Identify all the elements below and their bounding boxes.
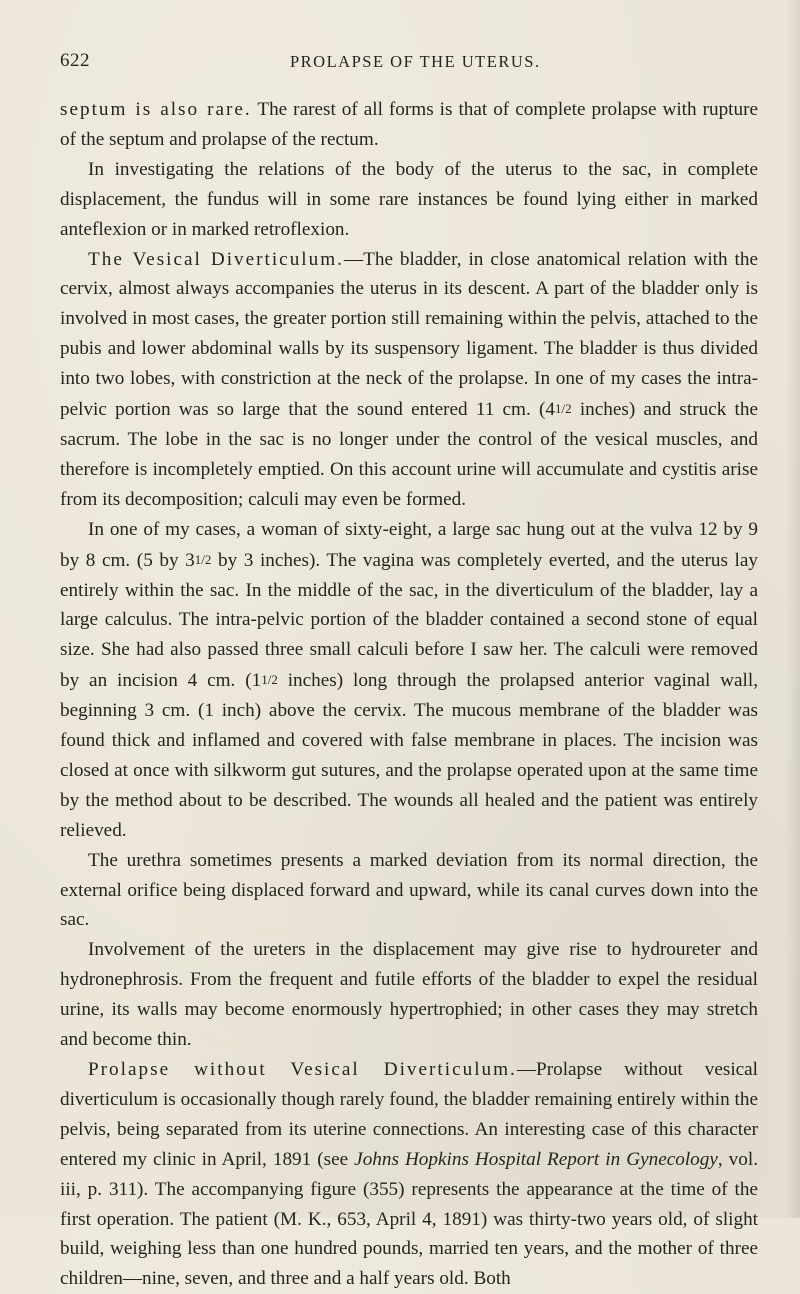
page-number: 622 bbox=[60, 50, 90, 71]
section-heading: septum is also rare. bbox=[60, 99, 252, 120]
text-run: inches) long through the prolapsed anterior vaginal wall, beginning 3 cm. (1 inch) above the cervix. The mucous membrane of the bladder was found thick and inflamed and covered with false membrane in places. The incision was closed at once with silkworm gut sutures, and the prolapse operated upon at the same time by the method about to be described. The wounds all healed and the patient was entirely relieved. bbox=[60, 670, 758, 841]
paragraph bbox=[60, 515, 758, 846]
text-run: by 3 inches). The vagina was completely everted, and the uterus lay entirely within the sac. In the middle of the sac, in the diverticulum of the bladder, lay a large calculus. The intra-pelvic portion of the bladder contained a second stone of equal size. She had also passed three small calculi before I saw her. The calculi were removed by an incision 4 cm. (1 bbox=[60, 549, 758, 692]
text-run: The urethra sometimes presents a marked deviation from its normal direction, the external orifice being displaced forward and upward, while its canal curves down into the sac. bbox=[60, 849, 758, 931]
text-run: inches) and struck the sacrum. The lobe in the sac is no longer under the control of the vesical muscles, and therefore is incompletely emptied. On this account urine will accumulate and cystitis arise from its decomposition; calculi may even be formed. bbox=[60, 399, 758, 510]
section-heading: Prolapse without Vesical Diverticulum. bbox=[88, 1059, 517, 1080]
paragraph bbox=[60, 935, 758, 1055]
text-run: —The bladder, in close anatomical relation with the cervix, almost always accompanies the uterus in its descent. A part of the bladder only is involved in most cases, the greater portion still remaining within the pelvis, attached to the pubis and lower abdominal walls by its suspensory ligament. The bladder is thus divided into two lobes, with constriction at the neck of the prolapse. In one of my cases the intra-pelvic portion was so large that the sound entered 11 cm. (4 bbox=[60, 248, 758, 421]
text-run: Involvement of the ureters in the displacement may give rise to hydroureter and hydronephrosis. From the frequent and futile efforts of the bladder to expel the residual urine, its walls may become enormously hypertrophied; in other cases they may stretch and become thin. bbox=[60, 939, 758, 1051]
fraction: 1/2 bbox=[554, 401, 572, 417]
text-run: The rarest of all forms is that of complete prolapse with rupture of the septum and prolapse of the rectum. bbox=[60, 99, 758, 150]
italic-text: Johns Hopkins Hospital Report in Gynecology bbox=[354, 1148, 718, 1170]
text-run: —Prolapse without vesical diverticulum is occasionally though rarely found, the bladder remaining entirely within the pelvis, being separated from its uterine connections. An interesting case of this character entered my clinic in April, 1891 (see bbox=[60, 1059, 759, 1170]
section-heading: The Vesical Diverticulum. bbox=[88, 248, 344, 270]
paragraph bbox=[60, 245, 758, 515]
text-run: In investigating the relations of the body of the uterus to the sac, in complete displacement, the fundus will in some rare instances be found lying either in marked anteflexion or in marked retroflexion. bbox=[60, 158, 758, 240]
text-run: In one of my cases, a woman of sixty-eight, a large sac hung out at the vulva 12 by 9 by 8 cm. (5 by 3 bbox=[60, 518, 758, 571]
paragraph bbox=[60, 1055, 758, 1294]
body-text bbox=[60, 95, 758, 1294]
page-edge-shadow bbox=[786, 0, 800, 1218]
page-header bbox=[60, 50, 758, 80]
paragraph bbox=[60, 95, 758, 155]
fraction: 1/2 bbox=[194, 551, 212, 567]
running-head: PROLAPSE OF THE UTERUS. bbox=[290, 52, 541, 71]
paragraph bbox=[60, 846, 758, 936]
fraction: 1/2 bbox=[261, 672, 278, 688]
text-run: , vol. iii, p. 311). The accompanying figure (355) represents the appearance at the time of the first operation. The patient (M. K., 653, April 4, 1891) was thirty-two years old, of slight build, weighing less than one hundred pounds, married ten years, and the mother of three children—nine, seven, and three and a half years old. Both bbox=[60, 1148, 758, 1290]
paragraph bbox=[60, 155, 758, 245]
